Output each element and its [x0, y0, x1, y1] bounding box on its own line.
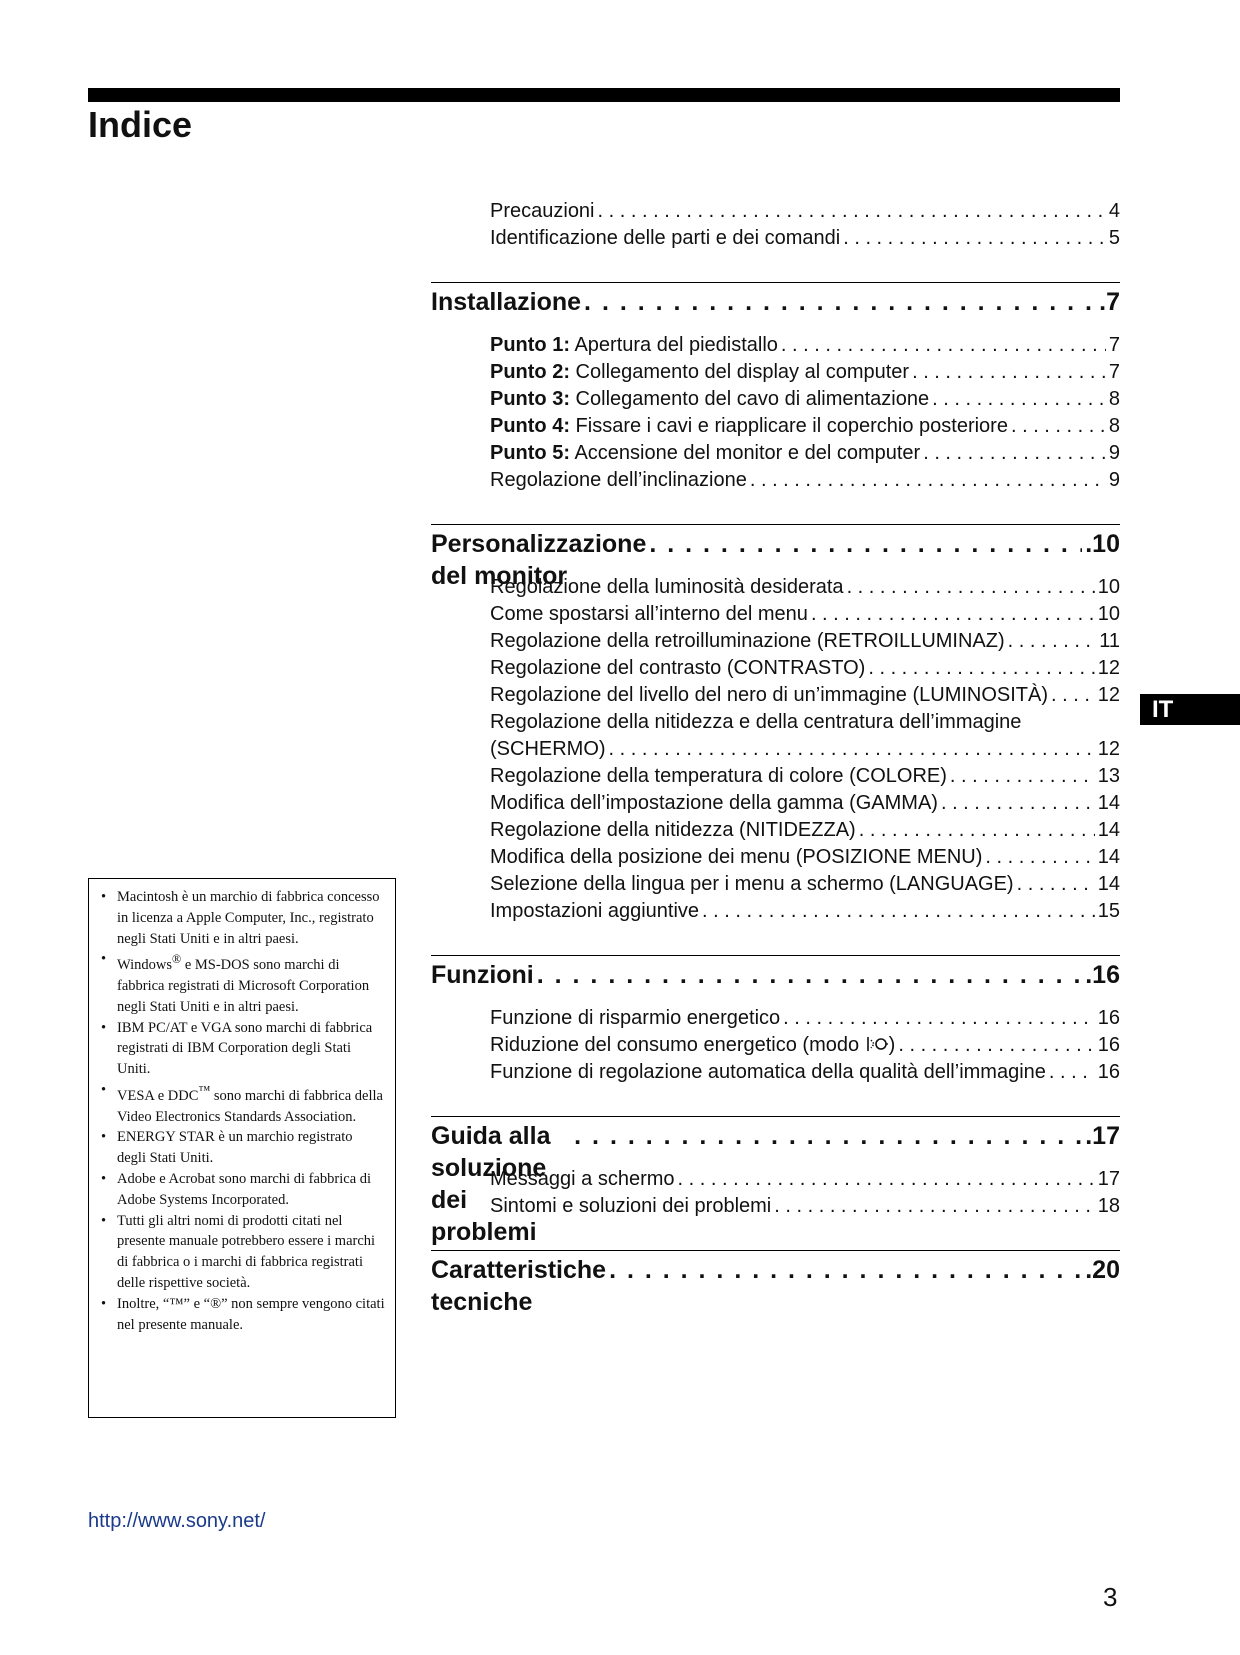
leader-dots — [537, 959, 1082, 991]
leader-dots — [1049, 1059, 1095, 1086]
trademark-item — [97, 1169, 385, 1211]
leader-dots — [811, 601, 1095, 628]
trademark-text: Inoltre, “™” e “®” non sempre vengono citati nel presente manuale. — [117, 1295, 385, 1333]
leader-dots — [932, 386, 1106, 413]
toc-entry-text: Collegamento del display al computer — [570, 361, 910, 383]
toc-entry-title — [490, 1032, 895, 1059]
leader-dots — [649, 528, 1082, 560]
toc-entry-title — [490, 763, 947, 790]
toc-entry[interactable] — [490, 413, 1120, 440]
toc-entry[interactable] — [490, 467, 1120, 494]
toc-entry-text: Regolazione dell’inclinazione — [490, 469, 747, 491]
leader-dots — [783, 1005, 1095, 1032]
step-label: Punto 1: — [490, 334, 570, 356]
toc-entry-text: Selezione della lingua per i menu a schermo (LANGUAGE) — [490, 873, 1014, 895]
leader-dots — [898, 1032, 1094, 1059]
language-tab: IT — [1140, 694, 1240, 725]
trademark-text: e MS-DOS sono marchi di fabbrica registrati di Microsoft Corporation negli Stati Uniti e in altri paesi. — [117, 957, 370, 1015]
toc-entry-title — [490, 467, 747, 494]
trademark-text: Adobe e Acrobat sono marchi di fabbrica di Adobe Systems Incorporated. — [117, 1171, 372, 1208]
leader-dots — [574, 1120, 1082, 1152]
leader-dots — [702, 898, 1095, 925]
toc-entry-title — [490, 386, 929, 413]
leader-dots — [774, 1193, 1095, 1220]
section-title: Personalizzazione del monitor — [431, 530, 647, 590]
toc-entry-text: Funzione di risparmio energetico — [490, 1007, 781, 1029]
toc-section — [431, 282, 1120, 494]
leader-dots — [609, 1254, 1082, 1286]
toc-entry[interactable] — [490, 386, 1120, 413]
step-label: Punto 3: — [490, 388, 570, 410]
leader-dots — [847, 574, 1095, 601]
toc-page-number: 14 — [1097, 819, 1120, 841]
toc-entry-suffix: ) — [888, 1034, 896, 1056]
toc-entry-title — [490, 655, 865, 682]
toc-page-number: 18 — [1097, 1195, 1120, 1217]
sony-website-link[interactable]: http://www.sony.net/ — [88, 1510, 266, 1532]
toc-entry[interactable] — [490, 1059, 1120, 1086]
leader-dots — [1051, 682, 1095, 709]
bullet-icon: • — [101, 1019, 107, 1036]
toc-entry[interactable] — [490, 655, 1120, 682]
toc-entry[interactable] — [490, 682, 1120, 709]
toc-entry-text: Impostazioni aggiuntive — [490, 900, 700, 922]
leader-dots — [1011, 413, 1106, 440]
section-page-number: .10 — [1085, 530, 1120, 558]
trademark-item — [97, 1018, 385, 1080]
toc-page-number: 12 — [1097, 684, 1120, 706]
toc-page-number: 10 — [1097, 603, 1120, 625]
bullet-icon: • — [101, 1082, 107, 1098]
section-page-number: .16 — [1085, 961, 1120, 989]
toc-page-number: 13 — [1097, 765, 1120, 787]
bullet-icon: • — [101, 1171, 107, 1188]
toc-entry-text: Apertura del piedistallo — [570, 334, 778, 356]
step-label: Punto 4: — [490, 415, 570, 437]
toc-entry-text: Funzione di regolazione automatica della qualità dell’immagine — [490, 1061, 1046, 1083]
toc-page-number: 16 — [1097, 1061, 1120, 1083]
bullet-icon: • — [101, 1295, 107, 1312]
toc-page-number: 14 — [1097, 846, 1120, 868]
toc-entry[interactable] — [490, 225, 1120, 252]
toc-entry[interactable] — [490, 736, 1120, 763]
toc-entry-text: Regolazione della luminosità desiderata — [490, 576, 844, 598]
toc-page-number: 16 — [1097, 1007, 1120, 1029]
toc-page-number: 8 — [1108, 388, 1120, 410]
toc-entry-text: Regolazione della nitidezza (NITIDEZZA) — [490, 819, 856, 841]
toc-entry[interactable] — [490, 332, 1120, 359]
toc-entry[interactable] — [490, 871, 1120, 898]
section-page-number: .7 — [1099, 288, 1120, 316]
leader-dots — [584, 286, 1096, 318]
trademark-text: IBM PC/AT e VGA sono marchi di fabbrica registrati di IBM Corporation degli Stati Uniti. — [117, 1019, 373, 1078]
toc-entries — [431, 574, 1120, 925]
toc-page-number: 7 — [1108, 361, 1120, 383]
toc-entry[interactable] — [490, 1005, 1120, 1032]
toc-page-number: 8 — [1108, 415, 1120, 437]
bullet-icon: • — [101, 1129, 107, 1146]
trademark-notes — [88, 878, 396, 1418]
leader-dots — [985, 844, 1094, 871]
trademark-list — [97, 887, 385, 1335]
toc-page-number: 7 — [1108, 334, 1120, 356]
toc-section — [431, 1116, 1120, 1246]
leader-dots — [678, 1166, 1095, 1193]
leader-dots — [868, 655, 1094, 682]
bullet-icon: • — [101, 1212, 107, 1229]
page-title: Indice — [88, 104, 193, 145]
toc-page-number: 11 — [1099, 630, 1120, 652]
toc-entry[interactable] — [490, 1193, 1120, 1220]
toc-entry-title — [490, 898, 699, 925]
trademark-text: Windows — [117, 957, 172, 974]
trademark-text: ENERGY STAR è un marchio registrato degli Stati Uniti. — [117, 1129, 353, 1167]
trademark-item — [97, 1211, 385, 1294]
toc-entry[interactable] — [490, 763, 1120, 790]
toc-entry-title: Regolazione della nitidezza e della centratura dell’immagine — [490, 711, 1022, 733]
trademark-symbol: ™ — [198, 1083, 211, 1097]
leader-dots — [609, 736, 1095, 763]
toc-section-heading[interactable] — [431, 1254, 1120, 1316]
section-page-number: .17 — [1085, 1122, 1120, 1150]
toc-entry-text: Collegamento del cavo di alimentazione — [570, 388, 930, 410]
bullet-icon: • — [101, 889, 107, 905]
title-rule — [88, 88, 1120, 102]
section-title: Installazione — [431, 288, 582, 316]
leader-dots — [781, 332, 1106, 359]
trademark-text: Tutti gli altri nomi di prodotti citati nel presente manuale potrebbero essere i marchi di fabbrica o i marchi di fabbrica registrati delle rispettive società. — [117, 1212, 376, 1291]
toc-entry[interactable] — [490, 790, 1120, 817]
toc-entry-title — [490, 225, 840, 252]
toc-page-number: 12 — [1097, 738, 1120, 760]
toc-entry-title — [490, 1193, 771, 1220]
toc-entry-title — [490, 1005, 780, 1032]
step-label: Punto 2: — [490, 361, 570, 383]
toc-entry-title — [490, 1059, 1046, 1086]
toc-entry-title — [490, 871, 1014, 898]
toc-entries — [431, 332, 1120, 494]
leader-dots — [750, 467, 1106, 494]
toc-entry-title — [490, 682, 1048, 709]
toc-entry-text: Identificazione delle parti e dei comandi — [490, 227, 841, 249]
toc-entry-text: Modifica della posizione dei menu (POSIZIONE MENU) — [490, 846, 983, 868]
toc-page-number: 15 — [1097, 900, 1120, 922]
toc-entry-text: Sintomi e soluzioni dei problemi — [490, 1195, 772, 1217]
toc-entry-text: Messaggi a schermo — [490, 1168, 675, 1190]
toc-entry-title — [490, 844, 982, 871]
trademark-item — [97, 887, 385, 949]
toc-entry-text: Regolazione del contrasto (CONTRASTO) — [490, 657, 866, 679]
leader-dots — [950, 763, 1095, 790]
section-title: Guida alla soluzione dei problemi — [431, 1122, 551, 1246]
trademark-item — [97, 1127, 385, 1169]
toc-entry-text: Regolazione della temperatura di colore (COLORE) — [490, 765, 947, 787]
bullet-icon: • — [101, 951, 107, 968]
trademark-symbol: ® — [172, 952, 182, 967]
toc-page-number: 17 — [1097, 1168, 1120, 1190]
leader-dots — [1017, 871, 1095, 898]
section-title: Caratteristiche tecniche — [431, 1256, 607, 1316]
toc-entry[interactable] — [490, 1166, 1120, 1193]
toc-intro — [431, 198, 1120, 252]
section-title: Funzioni — [431, 961, 534, 989]
toc-entry[interactable] — [490, 817, 1120, 844]
toc-entry-text: Regolazione del livello del nero di un’immagine (LUMINOSITÀ) — [490, 684, 1049, 706]
toc-entry-title — [490, 601, 808, 628]
toc-entries — [431, 1166, 1120, 1220]
toc-section — [431, 955, 1120, 1086]
toc-entry-text: Modifica dell’impostazione della gamma (GAMMA) — [490, 792, 938, 814]
toc-entry[interactable] — [490, 574, 1120, 601]
toc-entry[interactable] — [490, 440, 1120, 467]
section-page-number: .20 — [1085, 1256, 1120, 1284]
step-label: Punto 5: — [490, 442, 570, 464]
toc-entry[interactable] — [490, 359, 1120, 386]
toc-page-number: 4 — [1108, 200, 1120, 222]
trademark-item — [97, 1080, 385, 1127]
eco-mode-icon — [865, 1035, 889, 1053]
leader-dots — [941, 790, 1095, 817]
leader-dots — [843, 225, 1106, 252]
leader-dots — [923, 440, 1106, 467]
toc-entry[interactable] — [490, 198, 1120, 225]
toc-section — [431, 1250, 1120, 1316]
trademark-item — [97, 949, 385, 1017]
toc-entry-title — [490, 413, 1008, 440]
toc-page-number: 5 — [1108, 227, 1120, 249]
toc-page-number: 14 — [1097, 792, 1120, 814]
toc-page-number: 16 — [1097, 1034, 1120, 1056]
toc-section-heading[interactable] — [431, 959, 1120, 991]
toc-entry-title — [490, 198, 595, 225]
page-number: 3 — [1103, 1582, 1118, 1612]
toc-page-number: 9 — [1108, 469, 1120, 491]
toc-entry-text: Riduzione del consumo energetico (modo — [490, 1034, 860, 1056]
toc-entry-title — [490, 359, 909, 386]
toc-entry[interactable] — [490, 628, 1120, 655]
toc-entries — [431, 1005, 1120, 1086]
toc-entry[interactable] — [490, 898, 1120, 925]
toc-entry-title — [490, 574, 844, 601]
toc-entry-title — [490, 440, 920, 467]
toc-page-number: 14 — [1097, 873, 1120, 895]
toc-page-number: 10 — [1097, 576, 1120, 598]
toc-entry[interactable] — [490, 601, 1120, 628]
trademark-text: VESA e DDC — [117, 1087, 199, 1104]
toc-entry-text: Fissare i cavi e riapplicare il coperchio posteriore — [570, 415, 1008, 437]
toc-page-number: 12 — [1097, 657, 1120, 679]
toc-entry-title — [490, 332, 778, 359]
table-of-contents — [431, 198, 1120, 1316]
toc-section-heading[interactable] — [431, 286, 1120, 318]
toc-entry-title — [490, 790, 938, 817]
toc-page-number: 9 — [1108, 442, 1120, 464]
toc-entry-text: Precauzioni — [490, 200, 595, 222]
toc-entry-text: Accensione del monitor e del computer — [570, 442, 921, 464]
toc-section — [431, 524, 1120, 925]
toc-entry-continuation: (SCHERMO) — [490, 738, 606, 760]
toc-entry-title — [490, 628, 1005, 655]
trademark-text: Macintosh è un marchio di fabbrica concesso in licenza a Apple Computer, Inc., registrato negli Stati Uniti e in altri paesi. — [117, 889, 380, 947]
toc-entry-text: Come spostarsi all’interno del menu — [490, 603, 808, 625]
toc-entries — [431, 198, 1120, 252]
toc-entry[interactable] — [490, 1032, 1120, 1059]
toc-entry[interactable] — [490, 844, 1120, 871]
toc-entry-title — [490, 1166, 675, 1193]
trademark-text: sono marchi di fabbrica della Video Electronics Standards Association. — [117, 1087, 383, 1125]
toc-entry-title — [490, 817, 856, 844]
leader-dots — [1008, 628, 1097, 655]
leader-dots — [859, 817, 1095, 844]
leader-dots — [912, 359, 1106, 386]
toc-entry-text: Regolazione della retroilluminazione (RETROILLUMINAZ) — [490, 630, 1005, 652]
trademark-item — [97, 1294, 385, 1336]
leader-dots — [598, 198, 1106, 225]
